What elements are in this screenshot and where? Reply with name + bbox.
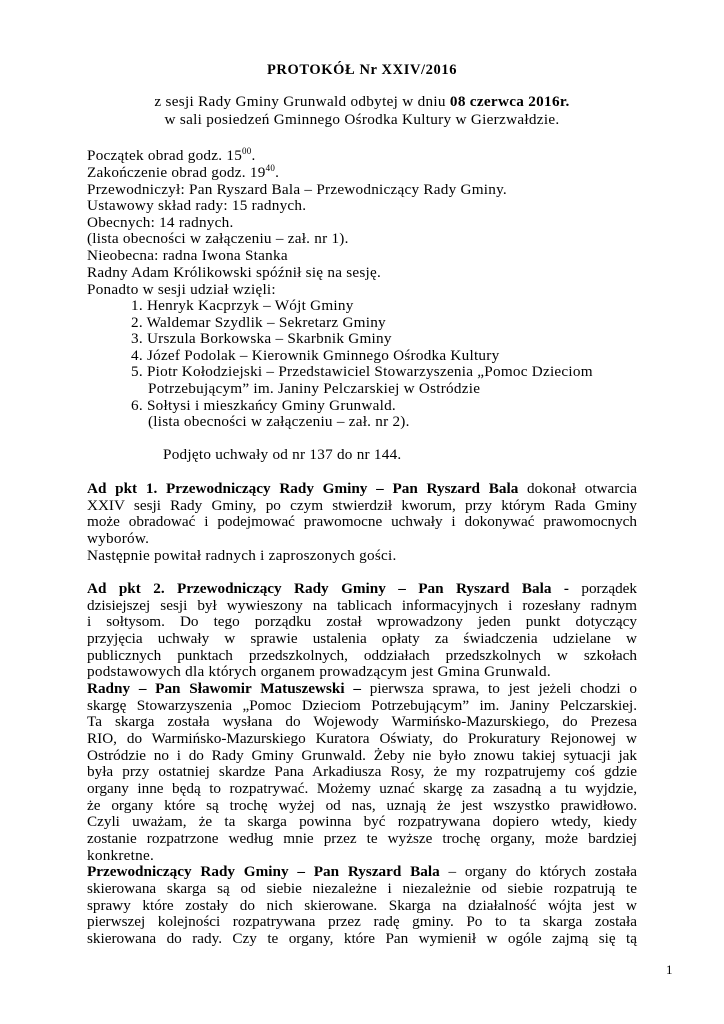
participant-item: 3. Urszula Borkowska – Skarbnik Gminy — [131, 330, 392, 347]
pkt2-line: publicznych punktach przedszkolnych, oddziałach przedszkolnych w szkołach — [87, 647, 637, 664]
matuszewski-line: Czyli uważam, że ta skarga powinna być rozpatrywana dopiero wtedy, kiedy — [87, 813, 637, 830]
matuszewski-line: Ta skarga została wysłana do Wojewody Warmińsko-Mazurskiego, do Prezesa — [87, 713, 637, 730]
matuszewski-speaker: Radny – Pan Sławomir Matuszewski – — [87, 680, 361, 697]
pkt1-line: Następnie powitał radnych i zaproszonych gości. — [87, 547, 397, 564]
participant-item: 6. Sołtysi i mieszkańcy Gminy Grunwald. — [131, 397, 396, 414]
document-title: PROTOKÓŁ Nr XXIV/2016 — [266, 62, 458, 78]
participant-item: 2. Waldemar Szydlik – Sekretarz Gminy — [131, 314, 386, 331]
matuszewski-line: skargę Stowarzyszenia „Pomoc Dzieciom Potrzebującym” im. Janiny Pelczarskiej. — [87, 697, 637, 714]
bala-line: sprawy które zostały do nich skierowane. Skarga na działalność wójta jest w — [87, 897, 637, 914]
absent-line: Nieobecna: radna Iwona Stanka — [87, 247, 288, 264]
pkt1-line: wyborów. — [87, 530, 150, 547]
matuszewski-line: Ostródzie no i do Rady Gminy Grunwald. Żeby nie było znowu takiej sytuacji jak — [87, 747, 637, 764]
pkt2-line: podstawowych dla których organem prowadzącym jest Gmina Grunwald. — [87, 663, 551, 680]
pkt2-line: Ad pkt 2. Przewodniczący Rady Gminy – Pan Ryszard Bala - porządek — [87, 580, 638, 597]
pkt1-line: może obradować i podejmować prawomocne uchwały i dokonywać prawomocnych — [87, 513, 637, 530]
present-line: Obecnych: 14 radnych. — [87, 214, 234, 231]
participant-item: 1. Henryk Kacprzyk – Wójt Gminy — [131, 297, 354, 314]
pkt1-line: Ad pkt 1. Przewodniczący Rady Gminy – Pan Ryszard Bala dokonał otwarcia — [87, 480, 638, 497]
participant-item-continued: Potrzebującym” im. Janiny Pelczarskiej w Ostródzie — [148, 380, 481, 397]
pkt1-heading: Ad pkt 1. Przewodniczący Rady Gminy – Pan Ryszard Bala — [87, 480, 519, 497]
session-info-text: z sesji Rady Gminy Grunwald odbytej w dniu — [154, 93, 450, 110]
bala-line: Przewodniczący Rady Gminy – Pan Ryszard Bala – organy do których została — [87, 863, 637, 880]
session-info-line1 — [0, 93, 724, 111]
start-time: Początek obrad godz. $15^{00}$. — [87, 146, 256, 164]
session-info-line2: w sali posiedzeń Gminnego Ośrodka Kultury w Gierzwałdzie. — [164, 111, 560, 128]
attendance-line: (lista obecności w załączeniu – zał. nr 1). — [87, 230, 349, 247]
bala-line: skierowana skarga są od siebie niezależne i niezależnie od siebie rozpatrują te — [87, 880, 637, 897]
participant-attendance: (lista obecności w załączeniu – zał. nr 2). — [148, 413, 410, 430]
session-date: 08 czerwca 2016r. — [449, 93, 570, 110]
pkt2-line: dzisiejszej sesji był wywieszony na tablicach informacyjnych i rozesłany radnym — [87, 597, 637, 614]
matuszewski-line: RIO, do Warmińsko-Mazurskiego Kuratora Oświaty, do Prokuratury Rejonowej w — [87, 730, 637, 747]
matuszewski-line: organy inne będą to rozpatrywać. Możemy uznać skargę za zasadną a tu wyjdzie, — [87, 780, 637, 797]
pkt1-line: XXIV sesji Rady Gminy, po czym stwierdził kworum, przy którym Rada Gminy — [87, 497, 637, 514]
page-number: 1 — [666, 962, 673, 977]
matuszewski-line: konkretne. — [87, 847, 155, 864]
pkt2-line: przyjęcia uchwały w sprawie ustalenia opłaty za świadczenia udzielane w — [87, 630, 637, 647]
participant-item: 4. Józef Podolak – Kierownik Gminnego Ośrodka Kultury — [131, 347, 500, 364]
composition-line: Ustawowy skład rady: 15 radnych. — [87, 197, 307, 214]
participants-intro: Ponadto w sesji udział wzięli: — [87, 281, 276, 298]
bala-line: skierowana do rady. Czy te organy, które Pan wymienił w ogóle zajmą się tą — [87, 930, 637, 947]
resolutions-line: Podjęto uchwały od nr 137 do nr 144. — [163, 446, 402, 463]
end-time: Zakończenie obrad godz. $19^{40}$. — [87, 163, 280, 181]
late-line: Radny Adam Królikowski spóźnił się na sesję. — [87, 264, 382, 281]
pkt2-line: i sołtysom. Do tego porządku został wprowadzony jeden punkt dotyczący — [87, 613, 637, 630]
matuszewski-line: zostanie rozpatrzone według mnie przez te wyższe trochę organy, może bardziej — [87, 830, 637, 847]
bala-speaker: Przewodniczący Rady Gminy – Pan Ryszard Bala — [87, 863, 440, 880]
participant-item: 5. Piotr Kołodziejski – Przedstawiciel Stowarzyszenia „Pomoc Dzieciom — [131, 363, 593, 380]
pkt2-heading: Ad pkt 2. Przewodniczący Rady Gminy – Pan Ryszard Bala - — [87, 580, 569, 597]
matuszewski-line: była przy ostatniej skardze Pana Arkadiusza Rosy, że my rozpatrujemy coś gdzie — [87, 763, 637, 780]
chair-line: Przewodniczył: Pan Ryszard Bala – Przewodniczący Rady Gminy. — [87, 181, 507, 198]
bala-line: pierwszej kolejności rozpatrywana przez radę gminy. Po to ta skarga została — [87, 913, 637, 930]
matuszewski-line: że organy które są trochę wyżej od nas, uznają że jest wszystko prawidłowo. — [87, 797, 637, 814]
matuszewski-line: Radny – Pan Sławomir Matuszewski – pierwsza sprawa, to jest jeżeli chodzi o — [87, 680, 637, 697]
